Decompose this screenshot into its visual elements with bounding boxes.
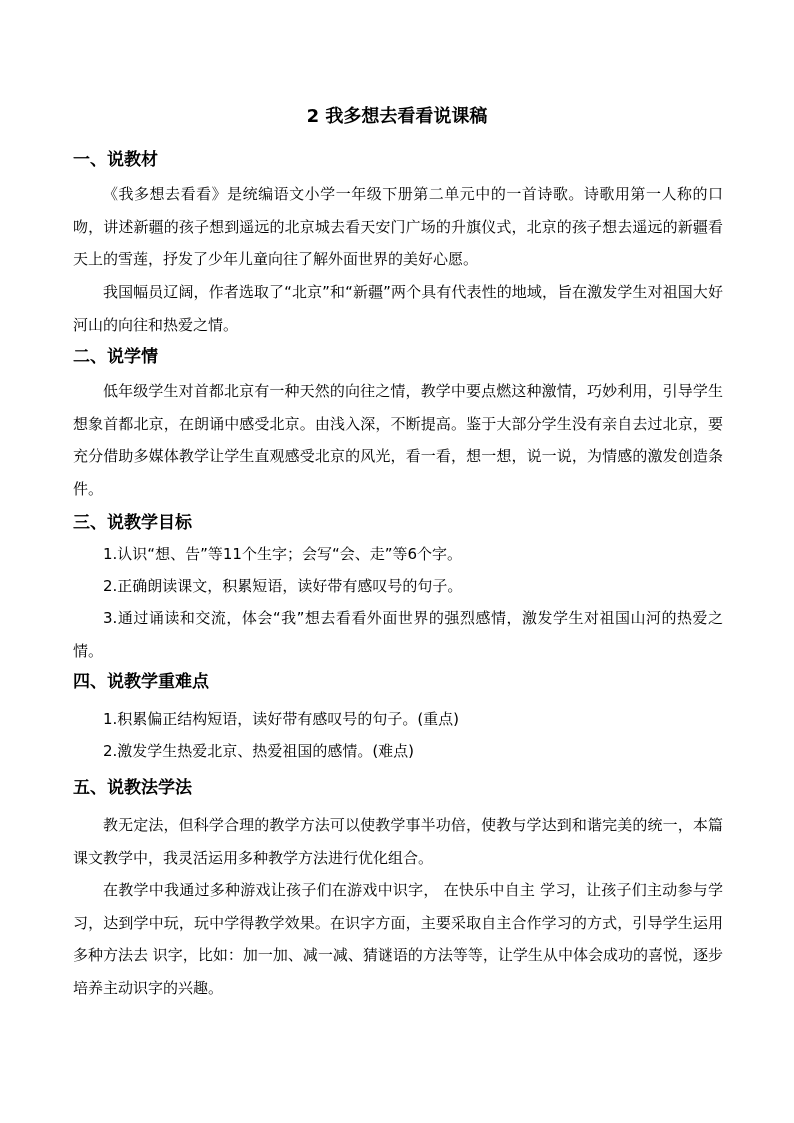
objective-item-3: 3.通过诵读和交流，体会“我”想去看看外面世界的强烈感情，激发学生对祖国山河的热爱之情。 (73, 609, 723, 660)
students-paragraph: 低年级学生对首都北京有一种天然的向往之情，教学中要点燃这种激情，巧妙利用，引导学生想象首都北京，在朗诵中感受北京。由浅入深，不断提高。鉴于大部分学生没有亲自去过北京，要充分借助多媒体教学让学生直观感受北京的风光，看一看，想一想，说一说，为情感的激发创造条件。 (73, 382, 723, 498)
textbook-paragraph-2: 我国幅员辽阔，作者选取了“北京”和“新疆”两个具有代表性的地域，旨在激发学生对祖国大好河山的向往和热爱之情。 (73, 283, 723, 334)
document-title: 2 我多想去看看说课稿 (306, 106, 488, 127)
textbook-paragraph-1: 《我多想去看看》是统编语文小学一年级下册第二单元中的一首诗歌。诗歌用第一人称的口吻，讲述新疆的孩子想到遥远的北京城去看天安门广场的升旗仪式，北京的孩子想去遥远的新疆看天上的雪莲，抒发了少年儿童向往了解外面世界的美好心愿。 (73, 185, 723, 268)
section-heading-methods: 五、说教法学法 (73, 778, 192, 798)
methods-paragraph-2: 在教学中我通过多种游戏让孩子们在游戏中识字， 在快乐中自主 学习，让孩子们主动参与学习，达到学中玩，玩中学得教学效果。在识字方面，主要采取自主合作学习的方式，引导学生运用多种方法去 识字，比如：加一加、减一减、猜谜语的方法等等，让学生从中体会成功的喜悦，逐步培养主动识字的兴趣。 (73, 881, 723, 997)
section-heading-objectives: 三、说教学目标 (73, 513, 192, 533)
objective-item-1: 1.认识“想、告”等11个生字；会写“会、走”等6个字。 (103, 545, 463, 563)
key-point-item-1: 1.积累偏正结构短语，读好带有感叹号的句子。(重点) (103, 710, 460, 728)
section-heading-students: 二、说学情 (73, 347, 158, 367)
objective-item-2: 2.正确朗读课文，积累短语，读好带有感叹号的句子。 (103, 577, 463, 595)
key-point-item-2: 2.激发学生热爱北京、热爱祖国的感情。(难点) (103, 742, 415, 760)
section-heading-key-points: 四、说教学重难点 (73, 672, 209, 692)
methods-paragraph-1: 教无定法，但科学合理的教学方法可以使教学事半功倍，使教与学达到和谐完美的统一，本篇课文教学中，我灵活运用多种教学方法进行优化组合。 (73, 816, 723, 867)
section-heading-textbook: 一、说教材 (73, 150, 158, 170)
